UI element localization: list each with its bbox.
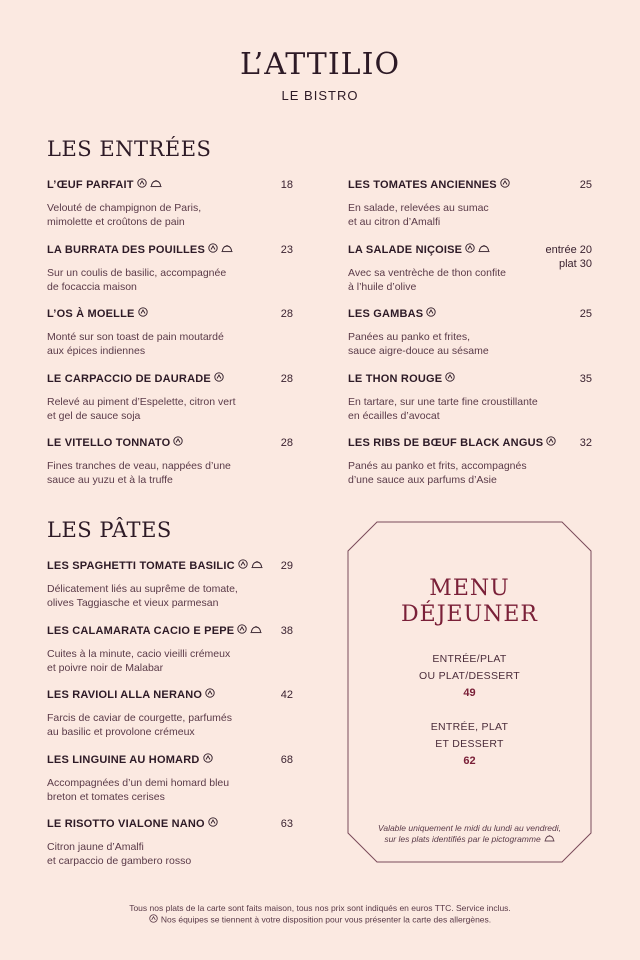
allergen-icon: [149, 914, 158, 926]
menu-item-description-line: Citron jaune d’Amalfi: [47, 841, 144, 853]
menu-item-price: [281, 753, 293, 767]
menu-item: [47, 817, 293, 868]
menu-item-price-value: 68: [280, 753, 293, 766]
menu-item-description-line: sauce au yuzu et à la truffe: [47, 474, 173, 486]
menu-item: [47, 178, 293, 229]
menu-item-price-value-2: plat 30: [558, 257, 592, 270]
menu-item-price-value: 23: [280, 243, 293, 256]
menu-item-description-line: Cuites à la minute, cacio vieilli crémeux: [47, 647, 231, 660]
menu-item-price: [281, 372, 293, 386]
cloche-icon: [478, 243, 490, 257]
restaurant-name: L’ATTILIO: [239, 47, 401, 82]
menu-item-description-line: Avec sa ventrèche de thon confite: [348, 266, 506, 279]
lunch-menu-note: [347, 823, 592, 845]
menu-item: [47, 753, 293, 804]
menu-item-description: [348, 201, 592, 229]
lunch-option2-price: 62: [463, 755, 476, 767]
menu-item-description: [47, 840, 293, 868]
menu-item-name-text: LE CARPACCIO DE DAURADE: [47, 372, 211, 385]
menu-item-name-text: LA BURRATA DES POUILLES: [47, 243, 205, 256]
menu-item-name-text: L’OS À MOELLE: [47, 308, 135, 320]
allergen-icon: [208, 817, 218, 831]
menu-item-header: [47, 624, 293, 638]
menu-item-name: [47, 688, 215, 702]
menu-item-header: [47, 753, 293, 767]
menu-item: [47, 436, 293, 487]
menu-item-price-value: entrée 20: [545, 243, 592, 256]
menu-item-name-text: LES RAVIOLI ALLA NERANO: [47, 689, 203, 701]
menu-item-description-line: et gel de sauce soja: [47, 409, 141, 422]
menu-item-description: [348, 395, 592, 423]
allergen-icon: [426, 307, 436, 321]
menu-item-name-text: LES RIBS DE BŒUF BLACK ANGUS: [348, 437, 544, 449]
menu-item-name-text: LES GAMBAS: [348, 308, 424, 320]
menu-item-description-line: Sur un coulis de basilic, accompagnée: [47, 266, 227, 279]
menu-item-price: [281, 243, 293, 257]
menu-item-price: [281, 436, 293, 450]
menu-item-price-value: 28: [280, 372, 293, 385]
menu-item-name: [47, 817, 218, 831]
menu-item: [348, 178, 592, 229]
allergen-icon: [465, 243, 475, 257]
menu-item-price-value: 28: [280, 437, 293, 449]
menu-item-description-line: en écailles d’avocat: [348, 409, 440, 422]
menu-item-description-line: Relevé au piment d’Espelette, citron vert: [47, 395, 236, 408]
brand-header: [0, 48, 640, 103]
footer-line2: Nos équipes se tiennent à votre disposition pour vous présenter la carte des allergènes.: [160, 914, 492, 925]
menu-item-price: [281, 688, 293, 702]
menu-item-header: [47, 559, 293, 573]
vegetarian-icon: [137, 178, 147, 192]
menu-item-description-line: d’une sauce aux parfums d’Asie: [348, 474, 497, 486]
menu-item-header: [47, 436, 293, 450]
menu-item-price: [281, 624, 293, 638]
menu-item-header: [47, 243, 293, 257]
allergen-icon: [238, 559, 248, 573]
menu-item-header: [47, 307, 293, 321]
menu-item-description-line: et au citron d’Amalfi: [348, 216, 441, 228]
allergen-icon: [237, 624, 247, 638]
menu-item-name-text: LES CALAMARATA CACIO E PEPE: [47, 624, 235, 637]
menu-item: [348, 307, 592, 358]
menu-item-header: [348, 178, 592, 192]
menu-item: [47, 688, 293, 739]
menu-item-name: [47, 559, 263, 573]
menu-item-name-text: LE THON ROUGE: [348, 372, 443, 385]
lunch-menu-note-line2: sur les plats identifiés par le pictogramme: [384, 834, 541, 844]
footer-line1: Tous nos plats de la carte sont faits maison, tous nos prix sont indiqués en euros TTC. Service inclus.: [129, 903, 511, 913]
vegetarian-icon: [208, 243, 218, 257]
lunch-menu-title-line2: DÉJEUNER: [401, 602, 538, 627]
menu-item-description: [348, 330, 592, 358]
cloche-icon: [221, 243, 233, 257]
menu-item-price: [580, 307, 592, 321]
cloche-icon: [150, 178, 162, 192]
menu-item-description-line: En salade, relevées au sumac: [348, 202, 489, 214]
menu-item-name: [47, 178, 162, 192]
menu-item-description: [47, 330, 293, 358]
menu-item-header: [47, 688, 293, 702]
allergen-icon: [173, 436, 183, 450]
menu-item-name: [348, 307, 436, 321]
cloche-icon: [251, 559, 263, 573]
menu-item-header: [348, 372, 592, 386]
menu-item-description-line: aux épices indiennes: [47, 345, 146, 357]
lunch-option1-line2: OU PLAT/DESSERT: [419, 670, 520, 682]
menu-item-description: [47, 776, 293, 804]
menu-item-description-line: à l’huile d’olive: [348, 280, 417, 293]
menu-item: [348, 372, 592, 423]
menu-item: [47, 307, 293, 358]
menu-item-price-value: 38: [280, 624, 293, 637]
lunch-menu-title: [347, 576, 592, 628]
menu-item-description-line: olives Taggiasche et vieux parmesan: [47, 597, 219, 609]
lunch-option2-line2: ET DESSERT: [435, 738, 504, 750]
lunch-option1-price: 49: [463, 687, 476, 699]
section-title-pates: LES PÂTES: [47, 518, 172, 542]
menu-item-price-value: 28: [280, 308, 293, 320]
menu-item: [348, 436, 592, 487]
lunch-menu-box: [347, 521, 592, 863]
lunch-menu-note-line1: Valable uniquement le midi du lundi au vendredi,: [377, 823, 562, 833]
lunch-menu-title-line1: MENU: [429, 576, 510, 601]
menu-item-name-text: LE RISOTTO VIALONE NANO: [47, 818, 205, 830]
menu-item-description: [47, 395, 293, 423]
allergen-icon: [203, 753, 213, 767]
menu-item-description-line: Velouté de champignon de Paris,: [47, 202, 202, 214]
menu-item-header: [47, 178, 293, 192]
allergen-icon: [214, 372, 224, 386]
menu-item-name: [348, 243, 490, 257]
section-title-entrees: LES ENTRÉES: [47, 137, 212, 161]
menu-item-price-value: 29: [280, 560, 293, 572]
footer: [0, 903, 640, 926]
menu-item-header: [47, 817, 293, 831]
menu-item-name: [47, 307, 148, 321]
menu-item-header: [348, 436, 592, 450]
menu-item-header: [47, 372, 293, 386]
menu-item-name-text: LA SALADE NIÇOISE: [348, 243, 463, 256]
menu-item-description: [47, 711, 293, 739]
menu-item-name-text: LES LINGUINE AU HOMARD: [47, 753, 200, 766]
allergen-icon: [500, 178, 510, 192]
menu-item-name: [348, 178, 510, 192]
menu-item-description-line: mimolette et croûtons de pain: [47, 216, 185, 228]
menu-item-description-line: sauce aigre-douce au sésame: [348, 345, 489, 357]
menu-item-description-line: et carpaccio de gambero rosso: [47, 855, 192, 867]
allergen-icon: [138, 307, 148, 321]
menu-item-price-value: 25: [579, 179, 592, 191]
menu-item-name: [47, 753, 213, 767]
menu-item: [47, 624, 293, 675]
menu-item-description-line: Monté sur son toast de pain moutardé: [47, 331, 224, 343]
menu-item-price: [580, 436, 592, 450]
cloche-icon: [250, 624, 262, 638]
menu-item-name: [348, 436, 556, 450]
menu-item-name: [47, 624, 262, 638]
menu-item: [348, 243, 592, 294]
menu-item-price-value: 32: [579, 437, 592, 449]
footer-line2-wrap: [0, 914, 640, 926]
menu-item-description-line: au basilic et provolone crémeux: [47, 726, 195, 738]
menu-item-price: [580, 178, 592, 192]
menu-item-price-value: 42: [280, 689, 293, 701]
menu-item-name-text: L’ŒUF PARFAIT: [47, 179, 134, 191]
menu-item-description-line: et poivre noir de Malabar: [47, 661, 164, 674]
menu-item-price-value: 63: [280, 818, 293, 830]
menu-item: [47, 243, 293, 294]
menu-item-price: [281, 559, 293, 573]
menu-item-description-line: Panées au panko et frites,: [348, 331, 470, 343]
menu-item-price-value: 25: [579, 308, 592, 320]
cloche-icon: [544, 834, 555, 845]
menu-item-name-text: LES SPAGHETTI TOMATE BASILIC: [47, 560, 235, 572]
menu-item: [47, 559, 293, 610]
menu-item-description-line: Fines tranches de veau, nappées d’une: [47, 460, 231, 472]
menu-item-price: [580, 372, 592, 386]
menu-item-description-line: En tartare, sur une tarte fine croustillante: [348, 395, 538, 408]
menu-item-description-line: Délicatement liés au suprême de tomate,: [47, 583, 238, 595]
menu-item-header: [348, 307, 592, 321]
lunch-option2-line1: ENTRÉE, PLAT: [430, 721, 509, 733]
menu-item-description-line: de focaccia maison: [47, 280, 137, 293]
menu-item-name-text: LES TOMATES ANCIENNES: [348, 179, 497, 191]
menu-item-name-text: LE VITELLO TONNATO: [47, 437, 171, 449]
allergen-icon: [205, 688, 215, 702]
lunch-option1-line1: ENTRÉE/PLAT: [432, 653, 507, 665]
menu-item-description: [47, 582, 293, 610]
menu-item: [47, 372, 293, 423]
allergen-icon: [445, 372, 455, 386]
restaurant-subtitle: LE BISTRO: [281, 88, 359, 103]
menu-item-price: [281, 307, 293, 321]
menu-item-price-value: 18: [280, 179, 293, 191]
menu-item-description: [47, 266, 293, 294]
menu-item-description-line: Panés au panko et frits, accompagnés: [348, 460, 527, 472]
menu-item-description-line: breton et tomates cerises: [47, 790, 165, 803]
menu-item-price: [546, 243, 592, 271]
menu-item-description-line: Farcis de caviar de courgette, parfumés: [47, 712, 233, 724]
menu-item-description: [47, 459, 293, 487]
menu-item-description: [348, 459, 592, 487]
menu-item-price-value: 35: [579, 372, 592, 385]
lunch-menu-note-line2-wrap: [347, 834, 592, 845]
allergen-icon: [546, 436, 556, 450]
menu-item-name: [348, 372, 455, 386]
menu-item-price: [281, 817, 293, 831]
menu-item-description: [47, 201, 293, 229]
menu-item-name: [47, 372, 224, 386]
menu-item-name: [47, 243, 233, 257]
menu-item-description: [47, 647, 293, 675]
menu-item-name: [47, 436, 183, 450]
menu-item-description-line: Accompagnées d’un demi homard bleu: [47, 776, 230, 789]
menu-item-price: [281, 178, 293, 192]
